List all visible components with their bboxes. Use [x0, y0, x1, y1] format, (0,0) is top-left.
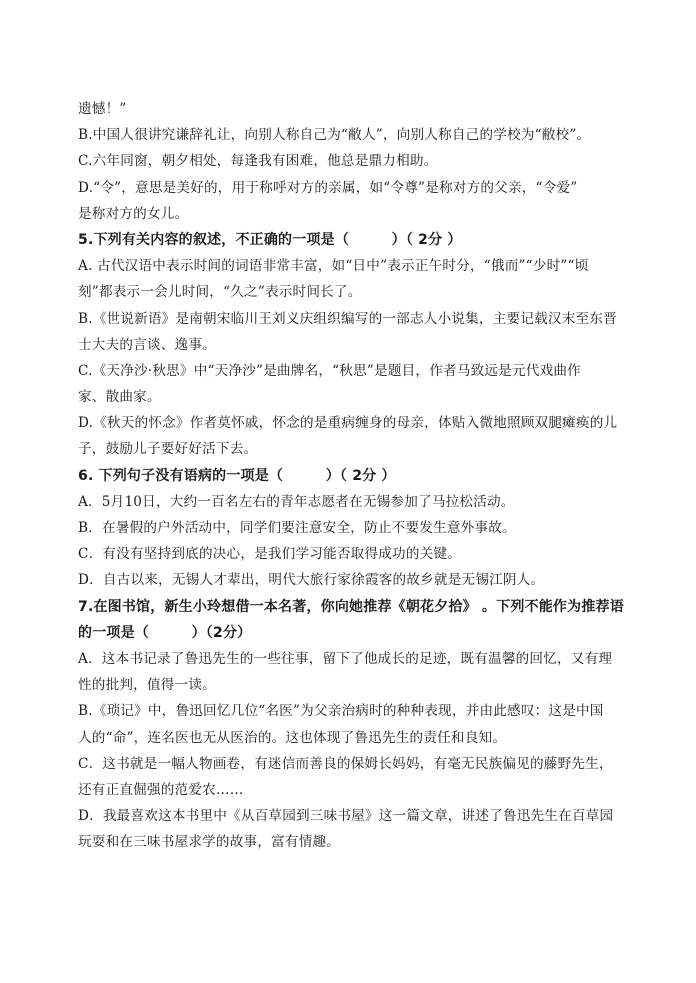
text-line: 士大夫的言谈、逸事。	[78, 336, 216, 353]
text-line: D．我最喜欢这本书里中《从百草园到三味书屋》这一篇文章，讲述了鲁迅先生在百草园	[78, 808, 614, 825]
text-line: B.《琐记》中，鲁迅回忆几位“名医”为父亲治病时的种种表现，并由此感叹：这是中国	[78, 703, 604, 720]
text-line: C.《天净沙·秋思》中“天净沙”是曲牌名，“秋思”是题目，作者马致远是元代戏曲作	[78, 362, 581, 379]
question-line: 6. 下列句子没有语病的一项是（ ）（ 2分 ）	[78, 467, 396, 484]
text-line: C.六年同窗，朝夕相处，每逢我有困难，他总是鼎力相助。	[78, 153, 438, 170]
text-line: D.“令”，意思是美好的，用于称呼对方的亲属，如“令尊”是称对方的父亲，“令爱”	[78, 179, 578, 196]
text-line: 家、散曲家。	[78, 389, 161, 406]
text-line: B.《世说新语》是南朝宋临川王刘义庆组织编写的一部志人小说集，主要记载汉末至东晋	[78, 310, 617, 327]
text-line: 遗憾！”	[78, 101, 127, 117]
text-line: B.中国人很讲究谦辞礼让，向别人称自己为“敝人”，向别人称自己的学校为“敝校”。	[78, 127, 591, 144]
text-line: 还有正直倔强的范爱农……	[78, 781, 244, 798]
text-line: D.《秋天的怀念》作者莫怀戚，怀念的是重病缠身的母亲，体贴入微地照顾双腿瘫痪的儿	[78, 415, 618, 432]
text-line: A. 古代汉语中表示时间的词语非常丰富，如“日中”表示正午时分，“俄而”“少时”“顷	[78, 258, 589, 275]
text-line: 性的批判，值得一读。	[78, 677, 216, 694]
text-line: D．自古以来，无锡人才辈出，明代大旅行家徐霞客的故乡就是无锡江阴人。	[78, 572, 545, 589]
text-line: 子，鼓励儿子要好好活下去。	[78, 441, 258, 458]
text-line: B．在暑假的户外活动中，同学们要注意安全，防止不要发生意外事故。	[78, 520, 516, 536]
text-line: C．有没有坚持到底的决心，是我们学习能否取得成功的关键。	[78, 546, 462, 563]
text-line: 刻”都表示一会儿时间，“久之”表示时间长了。	[78, 284, 362, 301]
text-line: A．5月10日，大约一百名左右的青年志愿者在无锡参加了马拉松活动。	[78, 493, 515, 510]
text-line: 人的“命”，连名医也无从医治的。这也体现了鲁迅先生的责任和良知。	[78, 729, 507, 746]
text-line: 是称对方的女儿。	[78, 205, 189, 222]
question-line: 的一项是（ ）（2分）	[78, 624, 252, 641]
document-page	[78, 96, 626, 855]
question-line: 7.在图书馆，新生小玲想借一本名著，你向她推荐《朝花夕拾》 。下列不能作为推荐语	[78, 598, 624, 615]
question-line: 5.下列有关内容的叙述，不正确的一项是（ ）（ 2分 ）	[78, 231, 462, 248]
text-line: A．这本书记录了鲁迅先生的一些往事，留下了他成长的足迹，既有温馨的回忆，又有理	[78, 650, 613, 667]
text-line: 玩耍和在三味书屋求学的故事，富有情趣。	[78, 834, 341, 851]
text-line: C．这书就是一幅人物画卷，有迷信而善良的保姆长妈妈，有毫无民族偏见的藤野先生，	[78, 755, 613, 772]
